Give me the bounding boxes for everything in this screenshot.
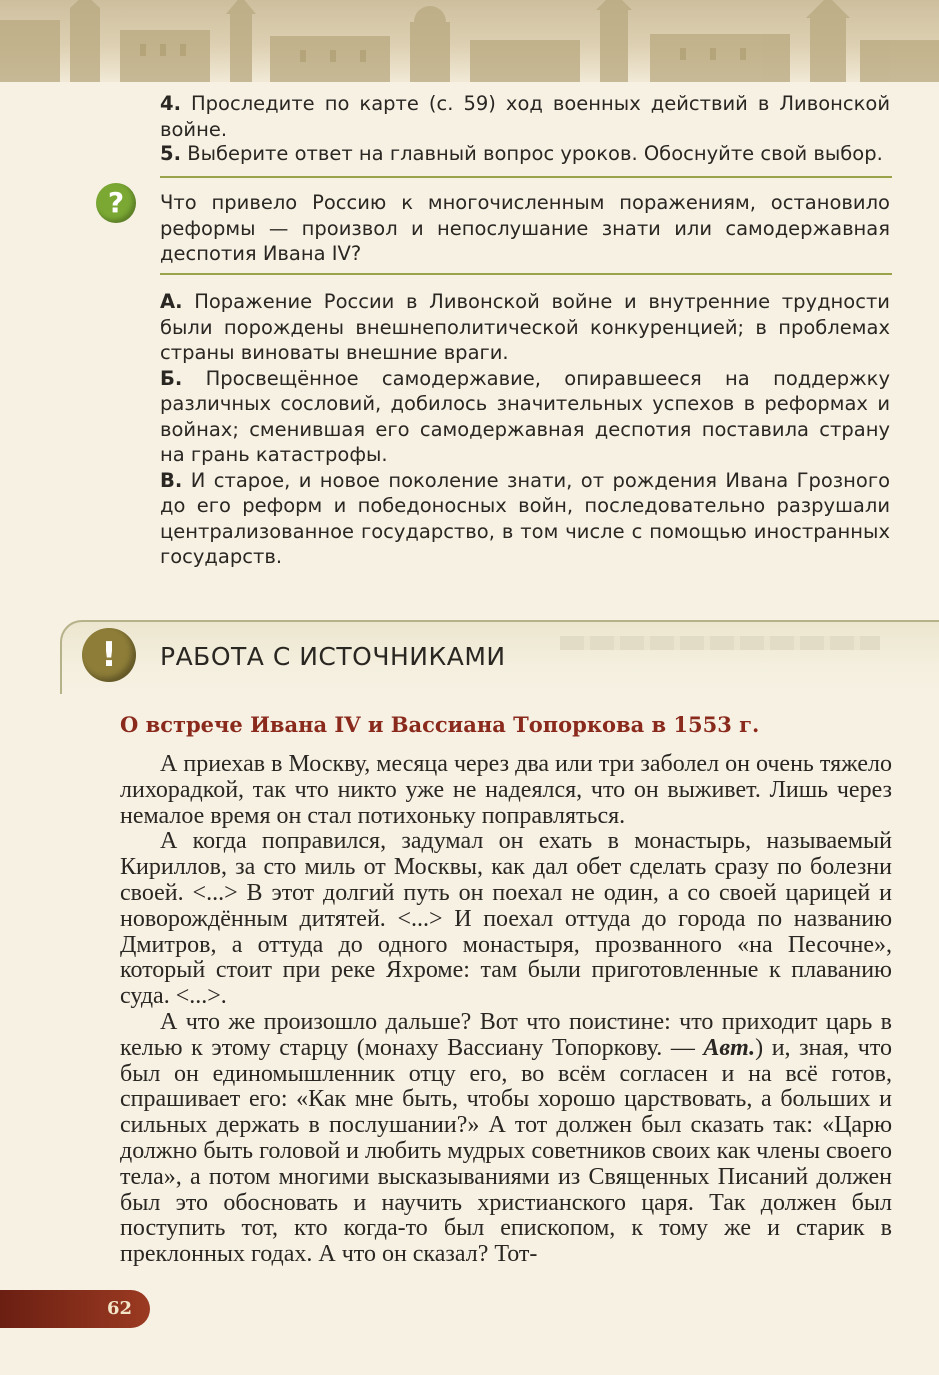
task-text: Проследите по карте (с. 59) ход военных действий в Ливонской войне. xyxy=(160,92,890,141)
question-icon: ? xyxy=(96,183,136,223)
task-number: 4. xyxy=(160,92,181,115)
task-4 xyxy=(160,91,890,142)
answer-text: Поражение России в Ливонской войне и внутренние трудности были порождены внешнеполитической конкуренцией; в проблемах страны виноваты внешние враги. xyxy=(160,290,890,364)
task-number: 5. xyxy=(160,142,181,165)
source-paragraph-3 xyxy=(120,1010,892,1268)
panel-decoration xyxy=(560,636,880,650)
divider-top xyxy=(160,176,892,178)
answer-letter: А. xyxy=(160,290,183,313)
page-number: 62 xyxy=(0,1290,150,1328)
panorama-illustration xyxy=(0,0,939,82)
answer-options xyxy=(160,289,890,570)
section-title: РАБОТА С ИСТОЧНИКАМИ xyxy=(160,642,506,671)
divider-bottom xyxy=(160,273,892,275)
main-question: Что привело Россию к многочисленным поражениям, остановило реформы — произвол и непослушание знати или самодержавная деспотия Ивана IV? xyxy=(160,191,890,265)
author-note: Авт. xyxy=(703,1034,756,1061)
answer-text: Просвещённое самодержавие, опиравшееся на поддержку различных сословий, добилось значительных успехов в реформах и войнах; сменившая его самодержавная деспотия поставила страну на грань катастрофы. xyxy=(160,366,890,466)
task-5 xyxy=(160,141,890,167)
answer-letter: В. xyxy=(160,468,183,492)
exclamation-icon: ! xyxy=(82,628,136,682)
answer-text: И старое, и новое поколение знати, от рождения Ивана Грозного до его реформ и победоносных войн, последовательно разрушали централизованное государство, в том числе с помощью иностранных государств. xyxy=(160,468,890,568)
answer-a xyxy=(160,289,890,366)
source-title: О встрече Ивана IV и Вассиана Топоркова в 1553 г. xyxy=(120,712,760,737)
source-paragraph-3-start: А что же произошло дальше? Вот что поистине: что приходит царь в келью к этому старцу (монаху Вассиану Топоркову. — xyxy=(120,1008,892,1061)
answer-b xyxy=(160,366,890,468)
source-paragraph-2: А когда поправился, задумал он ехать в монастырь, называемый Кириллов, за сто миль от Москвы, как дал обет сделать сразу по болезни своей. <...> В этот долгий путь он поехал не один, а со своей царицей и новорождённым дитятей. <...> И поехал оттуда до города по названию Дмитров, а оттуда до одного монастыря, прозванного «на Песочне», который стоит при реке Яхроме: там были приготовленные к плаванию суда. <...>. xyxy=(120,828,892,1010)
source-paragraph-1: А приехав в Москву, месяца через два или три заболел он очень тяжело лихорадкой, так что никто уже не надеялся, что он выживет. Лишь через немалое время он стал потихоньку поправляться. xyxy=(120,751,892,829)
answer-c xyxy=(160,468,890,570)
answer-letter: Б. xyxy=(160,366,183,390)
task-text: Выберите ответ на главный вопрос уроков. Обоснуйте свой выбор. xyxy=(187,142,883,165)
header-panorama-image xyxy=(0,0,939,82)
source-paragraph-3-end: ) и, зная, что был он единомышленник отцу его, во всём согласен и на всё готов, спрашивает его: «Как мне быть, чтобы хорошо царствовать, а больших и сильных держать в послушании?» А тот должен был сказать так: «Царю должно быть головой и любить мудрых советников своих как члены своего тела», а потом многими высказываниями из Священных Писаний должен был это обосновать и научить христианского царя. Так должен был поступить тот, кто когда-то был епископом, к тому же и старик в преклонных годах. А что он сказал? Тот- xyxy=(120,1034,892,1268)
source-text xyxy=(120,752,892,1268)
